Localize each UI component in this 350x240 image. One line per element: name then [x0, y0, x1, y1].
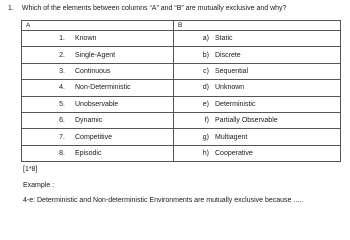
column-b-letter: f) [204, 117, 209, 125]
matching-table [21, 20, 341, 162]
question-number: 1. [8, 5, 14, 12]
example-label: Example : [23, 182, 55, 189]
column-b-item: Sequential [215, 67, 249, 75]
column-b-item: Cooperative [215, 149, 253, 157]
column-b-item: Unknown [215, 84, 245, 92]
column-a-item: Continuous [75, 67, 111, 75]
column-a-header: A [22, 21, 174, 31]
column-a-item: Known [75, 35, 97, 43]
table-row [22, 80, 341, 96]
column-a-number: 5. [59, 100, 65, 108]
table-row [22, 129, 341, 145]
table-row [22, 47, 341, 63]
example-text: 4-e: Deterministic and Non-deterministic Environments are mutually exclusive because ..... [23, 197, 304, 204]
table-header-row [22, 21, 341, 31]
table-row [22, 112, 341, 128]
table-row [22, 96, 341, 112]
table-row [22, 63, 341, 79]
column-b-letter: g) [202, 133, 209, 141]
column-b-item: Deterministic [215, 100, 256, 108]
table-row [22, 145, 341, 161]
column-b-letter: c) [203, 67, 209, 75]
column-a-number: 4. [59, 84, 65, 92]
column-b-header: B [174, 21, 341, 31]
column-a-item: Competitive [75, 133, 112, 141]
question [8, 5, 286, 12]
column-a-item: Dynamic [75, 117, 103, 125]
column-a-number: 7. [59, 133, 65, 141]
column-b-letter: d) [202, 84, 209, 92]
column-b-letter: a) [202, 35, 209, 43]
column-b-item: Multiagent [215, 133, 248, 141]
column-a-number: 2. [59, 51, 65, 59]
column-b-item: Static [215, 35, 233, 43]
column-a-item: Episodic [75, 149, 102, 157]
column-a-item: Non-Deterministic [75, 84, 131, 92]
column-b-item: Partially Observable [215, 117, 278, 125]
column-b-letter: e) [202, 100, 209, 108]
column-a-number: 1. [59, 35, 65, 43]
column-a-item: Unobservable [75, 100, 119, 108]
column-b-letter: b) [202, 51, 209, 59]
column-a-number: 6. [59, 117, 65, 125]
column-a-item: Single-Agent [75, 51, 116, 59]
column-b-letter: h) [202, 149, 209, 157]
column-b-item: Discrete [215, 51, 241, 59]
marks-label: [1*8] [23, 166, 38, 173]
table-row [22, 31, 341, 47]
column-a-number: 8. [59, 149, 65, 157]
question-text: Which of the elements between columns “A” and “B” are mutually exclusive and why? [21, 5, 287, 12]
column-a-number: 3. [59, 67, 65, 75]
